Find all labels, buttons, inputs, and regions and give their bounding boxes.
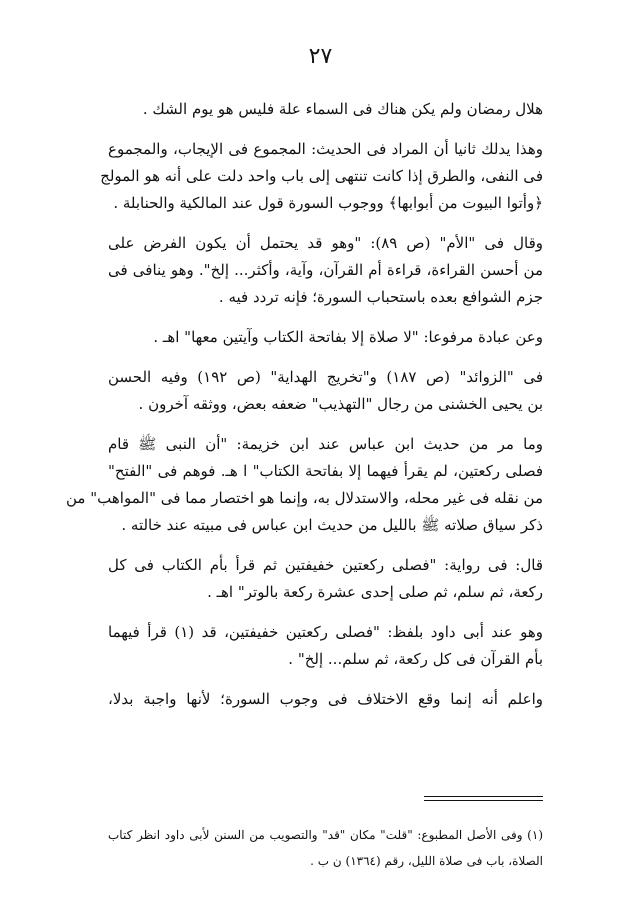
paragraph bbox=[108, 230, 543, 311]
text-line: وقال فى "الأم" (ص ٨٩): "وهو قد يحتمل أن يكون الفرض على bbox=[108, 234, 543, 252]
text-line: فصلى ركعتين، لم يقرأ فيهما إلا بفاتحة الكتاب" ا هـ. فوهم فى "الفتح" bbox=[108, 462, 543, 480]
text-line: ﴿وأتوا البيوت من أبوابها﴾ ووجوب السورة قول عند المالكية والحنابلة . bbox=[113, 194, 543, 212]
footnote-line: الصلاة، باب فى صلاة الليل، رقم (١٣٦٤) ن ب . bbox=[310, 854, 543, 868]
text-line: جزم الشوافع بعده باستحباب السورة؛ فإنه تردد فيه . bbox=[218, 288, 543, 306]
text-line: فى "الزوائد" (ص ١٨٧) و"تخريج الهداية" (ص ١٩٢) وفيه الحسن bbox=[108, 368, 543, 386]
paragraph bbox=[108, 686, 543, 713]
text-line: وهو عند أبى داود بلفظ: "فصلى ركعتين خفيفتين، قد (١) قرأ فيهما bbox=[108, 623, 544, 641]
paragraph bbox=[66, 431, 543, 539]
text-line: هلال رمضان ولم يكن هناك فى السماء علة فليس هو يوم الشك . bbox=[142, 100, 543, 118]
text-line: ذكر سياق صلاته ﷺ بالليل من حديث ابن عباس فى مبيته عند خالته . bbox=[121, 516, 543, 534]
paragraph bbox=[108, 96, 543, 123]
body-text bbox=[66, 96, 544, 726]
text-line: وعن عبادة مرفوعا: "لا صلاة إلا بفاتحة الكتاب وآيتين معها" اهـ . bbox=[153, 328, 543, 346]
footnote-line: (١) وفى الأصل المطبوع: "قلت" مكان "قد" والتصويب من السنن لأبى داود انظر كتاب bbox=[108, 828, 543, 842]
text-line: وما مر من حديث ابن عباس عند ابن خزيمة: "أن النبى ﷺ قام bbox=[108, 435, 543, 453]
paragraph bbox=[100, 136, 543, 217]
page-number: ٢٧ bbox=[308, 44, 333, 69]
text-line: قال: فى رواية: "فصلى ركعتين خفيفتين ثم قرأ بأم الكتاب فى كل bbox=[108, 556, 543, 574]
paragraph bbox=[108, 552, 543, 606]
text-line: من نقله فى غير محله، والاستدلال به، وإنما هو اختصار مما فى "المواهب" من bbox=[66, 489, 543, 507]
footnote-divider bbox=[424, 800, 543, 801]
text-line: من أحسن القراءة، قراءة أم القرآن، وآية، وأكثر... إلخ". وهو ينافى فى bbox=[108, 261, 543, 279]
paragraph bbox=[108, 364, 543, 418]
footnote bbox=[108, 822, 543, 874]
paragraph bbox=[108, 619, 543, 673]
text-line: بأم القرآن فى كل ركعة، ثم سلم... إلخ" . bbox=[288, 650, 543, 668]
paragraph bbox=[108, 324, 543, 351]
footnote-divider bbox=[424, 796, 543, 797]
text-line: واعلم أنه إنما وقع الاختلاف فى وجوب السورة؛ لأنها واجبة بدلا، bbox=[108, 690, 543, 708]
text-line: فى النفى، والطرق إذا كانت تنتهى إلى باب واحد دلت على أنه هو المولج bbox=[100, 167, 543, 185]
text-line: وهذا يدلك ثانيا أن المراد فى الحديث: المجموع فى الإيجاب، والمجموع bbox=[108, 140, 543, 158]
text-line: بن يحيى الخشنى من رجال "التهذيب" ضعفه بعض، ووثقه آخرون . bbox=[138, 395, 543, 413]
text-line: ركعة، ثم سلم، ثم صلى إحدى عشرة ركعة بالوتر" اهـ . bbox=[207, 583, 543, 601]
